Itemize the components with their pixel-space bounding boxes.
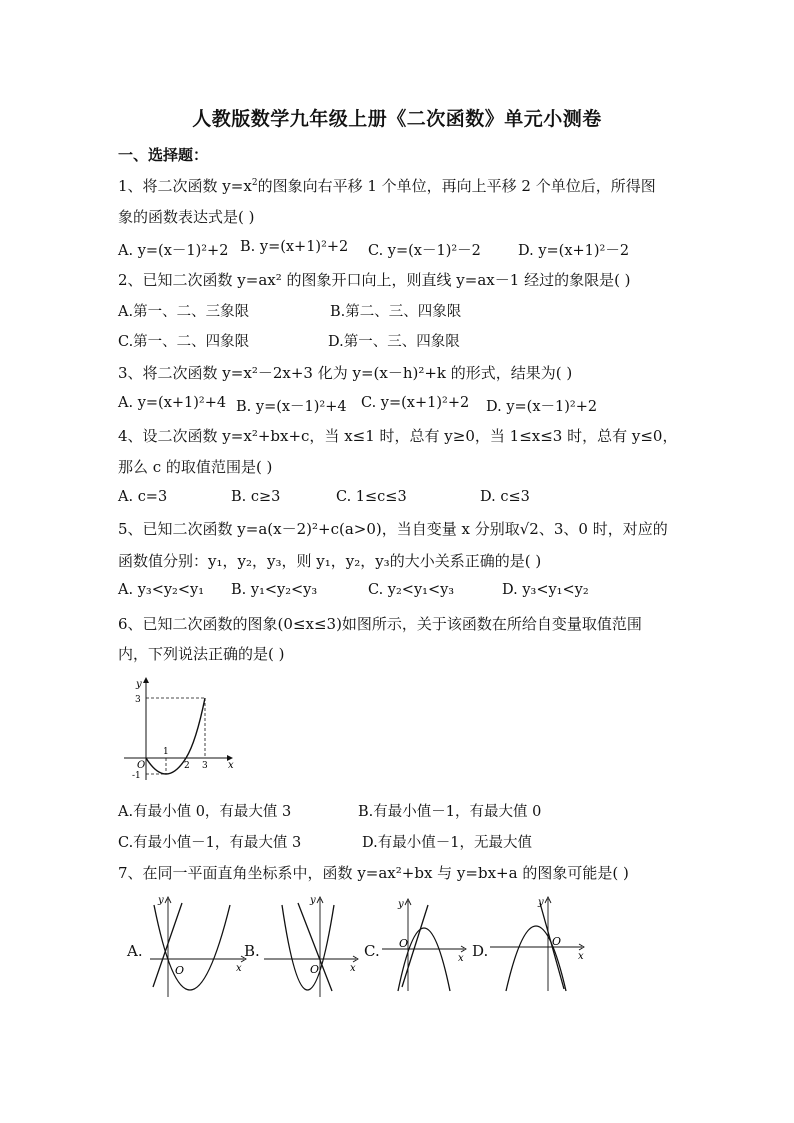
option-c[interactable]: C. 1≤c≤3 — [336, 489, 407, 505]
y-label: y — [310, 895, 316, 906]
question-4-line-1: 4、设二次函数 y=x²+bx+c，当 x≤1 时，总有 y≥0，当 1≤x≤3 时，总有 y≤0， — [118, 427, 678, 445]
choice-b-label[interactable]: B. — [244, 942, 260, 960]
parabola — [154, 905, 230, 990]
option-a[interactable]: A. y₃<y₂<y₁ — [118, 582, 205, 598]
choice-d-graph[interactable] — [488, 895, 588, 995]
tick-x3: 3 — [202, 761, 208, 771]
option-b[interactable]: B.第二、三、四象限 — [330, 304, 462, 320]
x-label: x — [350, 963, 356, 974]
choice-b-graph[interactable] — [262, 895, 362, 1000]
question-3-line-1: 3、将二次函数 y=x²－2x+3 化为 y=(x－h)²+k 的形式，结果为( ) — [118, 364, 573, 382]
choice-a-graph[interactable] — [148, 895, 248, 1000]
choice-c-label[interactable]: C. — [364, 942, 380, 960]
choice-c-graph[interactable] — [380, 895, 470, 995]
question-7-line-1: 7、在同一平面直角坐标系中，函数 y=ax²+bx 与 y=bx+a 的图象可能是( ) — [118, 864, 629, 882]
tick-x1: 1 — [163, 747, 169, 757]
straight-line — [298, 903, 332, 991]
question-5-line-1: 5、已知二次函数 y=a(x－2)²+c(a>0)，当自变量 x 分别取√2、3、0 时，对应的 — [118, 520, 668, 538]
x-label: x — [458, 953, 464, 964]
option-c[interactable]: C.第一、二、四象限 — [118, 334, 250, 350]
origin-label: O — [399, 937, 409, 950]
question-6-graph — [118, 672, 248, 787]
x-label: x — [236, 963, 242, 974]
question-2-line-1: 2、已知二次函数 y=ax² 的图象开口向上，则直线 y=ax－1 经过的象限是( ) — [118, 271, 631, 289]
question-5-line-2: 函数值分别：y₁，y₂，y₃，则 y₁，y₂，y₃的大小关系正确的是( ) — [118, 552, 542, 570]
x-label: x — [228, 760, 234, 771]
parabola-curve — [146, 698, 205, 774]
origin-label: O — [137, 760, 146, 771]
option-c[interactable]: C. y₂<y₁<y₃ — [368, 582, 455, 598]
y-label: y — [538, 897, 544, 908]
option-d[interactable]: D. c≤3 — [480, 489, 530, 505]
y-label: y — [158, 895, 164, 906]
option-b[interactable]: B. y₁<y₂<y₃ — [231, 582, 318, 598]
y-label: y — [136, 679, 142, 690]
question-1-line-2: 象的函数表达式是( ) — [118, 208, 255, 226]
option-d[interactable]: D. y=(x－1)²+2 — [486, 399, 598, 415]
question-1-line-1: 1、将二次函数 $y=x^2$的图象向右平移 1 个单位，再向上平移 2 个单位后，所得图 — [118, 177, 656, 195]
option-a[interactable]: A.第一、二、三象限 — [118, 304, 250, 320]
option-c[interactable]: C. y=(x－1)²－2 — [368, 243, 481, 259]
choice-d-label[interactable]: D. — [472, 942, 489, 960]
question-4-line-2: 那么 c 的取值范围是( ) — [118, 458, 273, 476]
question-6-line-1: 6、已知二次函数的图象(0≤x≤3)如图所示，关于该函数在所给自变量取值范围 — [118, 615, 642, 633]
option-d[interactable]: D.第一、三、四象限 — [328, 334, 460, 350]
tick-y3: 3 — [135, 695, 141, 705]
choice-a-label[interactable]: A. — [127, 942, 143, 960]
tick-ym1: -1 — [132, 771, 141, 781]
option-d[interactable]: D. y=(x+1)²－2 — [518, 243, 630, 259]
origin-label: O — [175, 964, 185, 977]
option-d[interactable]: D.有最小值－1，无最大值 — [362, 835, 532, 851]
option-a[interactable]: A. y=(x+1)²+4 — [118, 395, 227, 411]
y-label: y — [398, 899, 404, 910]
section-heading: 一、选择题： — [118, 146, 209, 164]
origin-label: O — [552, 935, 562, 948]
option-b[interactable]: B. y=(x+1)²+2 — [240, 239, 349, 255]
option-c[interactable]: C.有最小值－1，有最大值 3 — [118, 835, 302, 851]
page-title: 人教版数学九年级上册《二次函数》单元小测卷 — [192, 108, 602, 130]
option-c[interactable]: C. y=(x+1)²+2 — [361, 395, 470, 411]
x-label: x — [578, 951, 584, 962]
option-b[interactable]: B. c≥3 — [231, 489, 281, 505]
option-d[interactable]: D. y₃<y₁<y₂ — [502, 582, 589, 598]
option-b[interactable]: B. y=(x－1)²+4 — [236, 399, 347, 415]
tick-x2: 2 — [184, 761, 190, 771]
origin-label: O — [310, 963, 320, 976]
option-a[interactable]: A. c=3 — [118, 489, 168, 505]
option-a[interactable]: A.有最小值 0，有最大值 3 — [118, 804, 292, 820]
option-b[interactable]: B.有最小值－1，有最大值 0 — [358, 804, 542, 820]
question-6-line-2: 内，下列说法正确的是( ) — [118, 645, 285, 663]
option-a[interactable]: A. y=(x－1)²+2 — [118, 243, 229, 259]
